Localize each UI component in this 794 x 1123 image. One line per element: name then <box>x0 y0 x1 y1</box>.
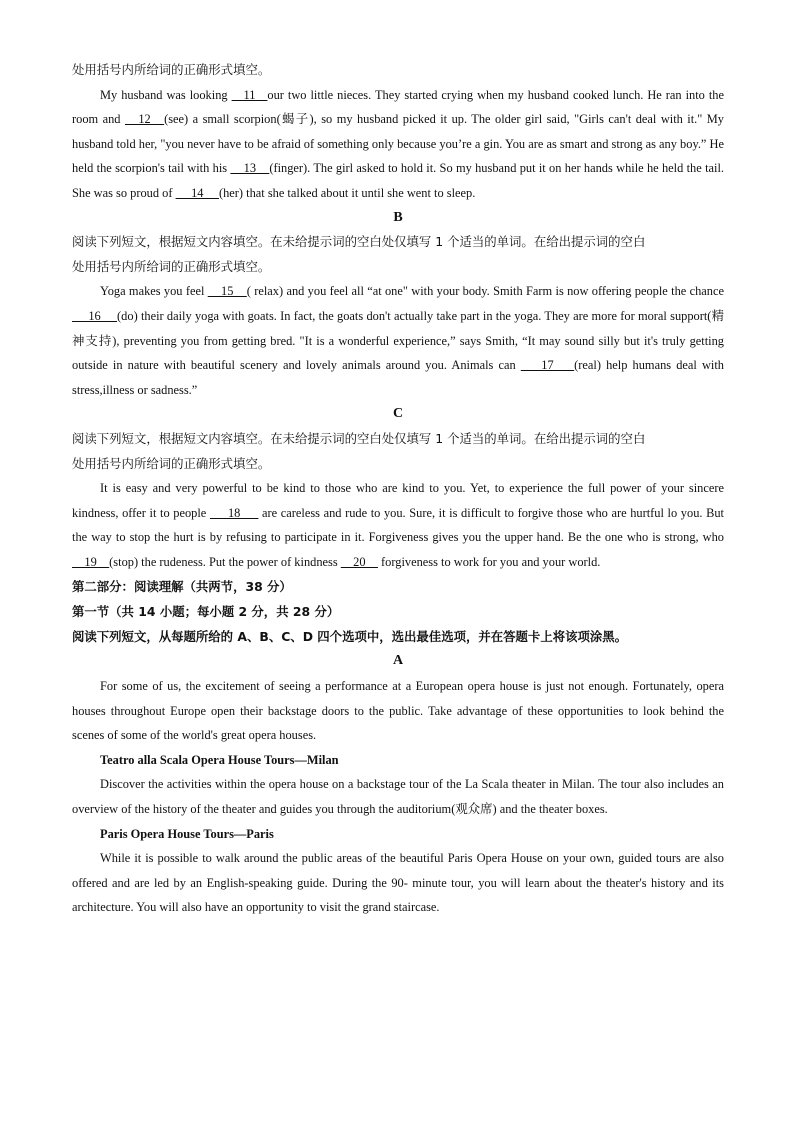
tour-body-milan: Discover the activities within the opera house on a backstage tour of the La Scala theater in Milan. The tour also includes an overview of the history of the theater and guides you through the auditorium(观众席) and the theater boxes. <box>72 777 724 817</box>
section-letter-b: B <box>393 209 403 225</box>
section-c-instruction-1: 阅读下列短文，根据短文内容填空。在未给提示词的空白处仅填写 1 个适当的单词。在给出提示词的空白 <box>72 430 646 446</box>
text: (real) help humans deal with stress,illness or sadness.” <box>72 358 724 397</box>
text: forgiveness to work for you and your world. <box>377 554 601 569</box>
text: My husband was looking <box>100 87 232 102</box>
section-b-instruction-1: 阅读下列短文，根据短文内容填空。在未给提示词的空白处仅填写 1 个适当的单词。在给出提示词的空白 <box>72 234 646 250</box>
instruction-tail: 处用括号内所给词的正确形式填空。 <box>72 62 271 77</box>
section-letter-c: C <box>392 406 404 422</box>
blank-17[interactable]: 17 <box>520 358 575 373</box>
text: It is easy and very powerful to be kind to those who are kind to you. Yet, to experience the full power of your sincere kindness, offer it to people <box>72 481 724 520</box>
blank-12[interactable]: 12 <box>124 112 165 127</box>
tour-title-paris: Paris Opera House Tours—Paris <box>100 826 274 841</box>
tour-title-milan: Teatro alla Scala Opera House Tours—Milan <box>100 752 339 767</box>
blank-13[interactable]: 13 <box>230 161 270 176</box>
blank-14[interactable]: 14 <box>175 185 219 200</box>
reading-instruction: 阅读下列短文，从每题所给的 A、B、C、D 四个选项中，选出最佳选项，并在答题卡上将该项涂黑。 <box>72 629 628 645</box>
passage-a-paragraph <box>72 83 724 206</box>
reading-a-intro: For some of us, the excitement of seeing a performance at a European opera house is just not enough. Fortunately, opera houses throughout Europe open their backstage doors to the public. Take advantage of these opportunities to look behind the scenes of some of the world's great opera houses. <box>72 679 724 743</box>
blank-16[interactable]: 16 <box>72 308 118 323</box>
blank-18[interactable]: 18 <box>209 505 259 520</box>
passage-b-paragraph <box>72 279 724 402</box>
section-b-instruction-2: 处用括号内所给词的正确形式填空。 <box>72 258 271 274</box>
part-two-heading: 第二部分：阅读理解（共两节，38 分） <box>72 579 292 595</box>
exam-page <box>72 58 724 920</box>
text: our two little nieces. They started crying when my husband cooked lunch. He ran into the room and <box>72 87 724 127</box>
tour-body-paris: While it is possible to walk around the public areas of the beautiful Paris Opera House on your own, guided tours are also offered and are led by an English-speaking guide. During the 90- minute tour, you will learn about the theater's history and its architecture. You will also have an opportunity to visit the grand staircase. <box>72 851 724 915</box>
passage-c-paragraph <box>72 476 724 574</box>
text: ( relax) and you feel all “at one" with your body. Smith Farm is now offering people the chance <box>246 284 724 299</box>
blank-19[interactable]: 19 <box>72 554 110 569</box>
text: (finger). The girl asked to hold it. So my husband put it on her hands while he held the tail. She was so proud of <box>72 161 724 200</box>
section-c-instruction-2: 处用括号内所给词的正确形式填空。 <box>72 455 271 471</box>
text: (her) that she talked about it until she went to sleep. <box>218 185 476 200</box>
section-one-heading: 第一节（共 14 小题；每小题 2 分，共 28 分） <box>72 604 340 620</box>
text: (stop) the rudeness. Put the power of kindness <box>109 554 341 569</box>
text: (see) a small scorpion(蝎子), so my husband picked it up. The older girl said, "Girls can't deal with it." My husband told her, "you never have to be afraid of something only because you’re a gin. You are as smart and strong as any boy.” He held the scorpion's tail with his <box>72 112 725 176</box>
text: Yoga makes you feel <box>100 284 208 299</box>
blank-20[interactable]: 20 <box>340 554 378 569</box>
text: are careless and rude to you. Sure, it is difficult to forgive those who are hurtful lo you. But the way to stop the hurt is by refusing to participate in it. Forgiveness gives you the upper hand. Be the one who is strong, who <box>72 505 724 545</box>
blank-11[interactable]: 11 <box>231 87 268 102</box>
reading-letter-a: A <box>392 653 404 669</box>
text: (do) their daily yoga with goats. In fact, the goats don't actually take part in the yoga. They are more for moral support(精神支持), preventing you from getting bred. "It is a wonderful experience,” says Smith, “It may sound silly but it's truly getting outside in nature with beautiful scenery and lovely animals around you. Animals can <box>72 308 724 373</box>
blank-15[interactable]: 15 <box>207 284 247 299</box>
